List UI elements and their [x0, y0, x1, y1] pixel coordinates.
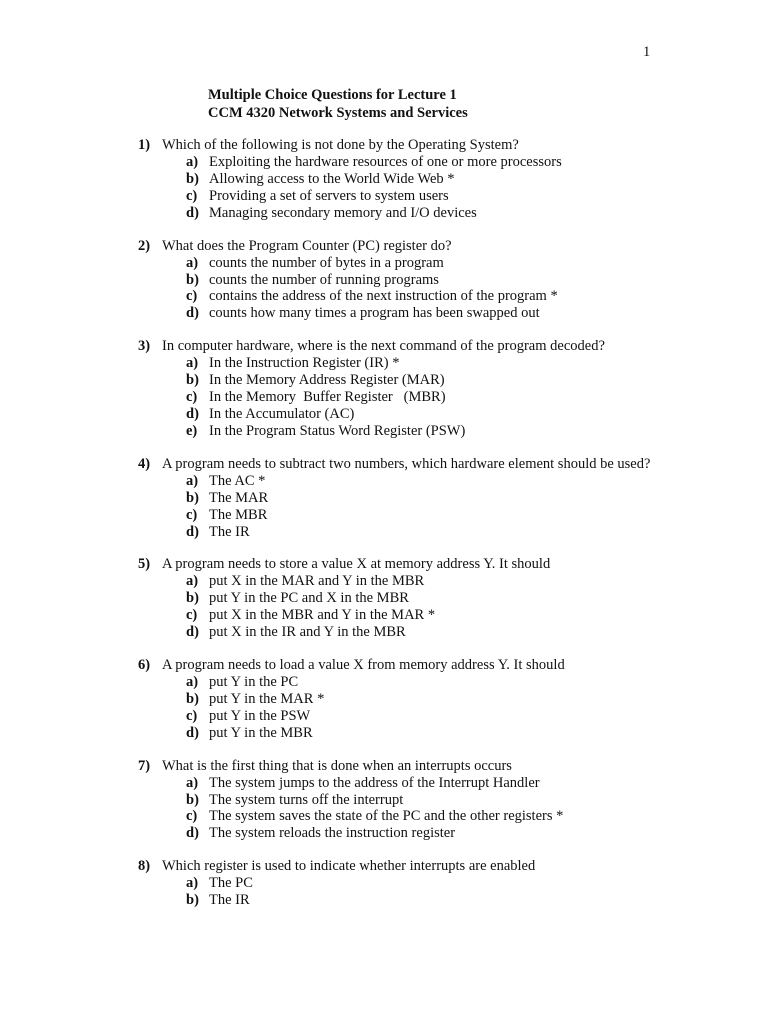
option-text: put Y in the PC — [209, 674, 299, 691]
question-row — [138, 238, 658, 255]
option-list — [138, 154, 658, 222]
option-text: The PC — [209, 875, 253, 892]
question-text: What does the Program Counter (PC) register do? — [162, 237, 452, 254]
option-letter: b) — [186, 892, 199, 909]
option-letter: a) — [186, 472, 199, 489]
question-item — [138, 137, 658, 222]
option-list — [138, 573, 658, 641]
option-letter: a) — [186, 154, 199, 170]
answer-option — [186, 188, 658, 205]
answer-option — [186, 372, 658, 389]
option-letter: d) — [186, 825, 199, 842]
question-row — [138, 338, 658, 355]
option-letter: c) — [186, 187, 198, 204]
question-row — [138, 758, 658, 775]
option-letter: c) — [186, 707, 198, 724]
option-letter: c) — [186, 506, 198, 523]
answer-option — [186, 507, 658, 524]
answer-option — [186, 305, 658, 322]
option-text: put Y in the MBR — [209, 724, 313, 741]
option-letter: a) — [186, 573, 199, 590]
option-text: counts how many times a program has been swapped out — [209, 305, 540, 322]
question-number: 3) — [138, 338, 151, 355]
question-number: 8) — [138, 858, 151, 875]
option-letter: d) — [186, 724, 199, 741]
option-text: In the Accumulator (AC) — [209, 405, 355, 422]
option-letter: b) — [186, 791, 199, 808]
answer-option — [186, 205, 658, 222]
option-text: put X in the IR and Y in the MBR — [209, 624, 406, 641]
option-text: The system saves the state of the PC and the other registers * — [209, 808, 564, 825]
answer-option — [186, 808, 658, 825]
answer-option — [186, 708, 658, 725]
question-item — [138, 238, 658, 323]
document-header — [208, 86, 468, 122]
answer-option — [186, 389, 658, 406]
question-text: What is the first thing that is done when an interrupts occurs — [162, 757, 512, 774]
option-text: counts the number of running programs — [209, 271, 439, 288]
answer-option — [186, 674, 658, 691]
option-list — [138, 473, 658, 541]
option-letter: d) — [186, 523, 199, 540]
option-text: In the Program Status Word Register (PSW) — [209, 422, 466, 439]
option-text: The system turns off the interrupt — [209, 791, 404, 808]
question-text: A program needs to load a value X from memory address Y. It should — [162, 657, 565, 674]
option-text: Exploiting the hardware resources of one or more processors — [209, 154, 562, 170]
option-letter: a) — [186, 355, 199, 372]
option-text: put X in the MAR and Y in the MBR — [209, 573, 425, 590]
question-list — [138, 137, 658, 925]
option-text: put X in the MBR and Y in the MAR * — [209, 607, 436, 624]
option-letter: d) — [186, 204, 199, 221]
page-number: 1 — [643, 44, 651, 60]
question-item — [138, 556, 658, 641]
option-letter: b) — [186, 690, 199, 707]
option-text: The AC * — [209, 472, 266, 489]
header-course: CCM 4320 Network Systems and Services — [208, 105, 468, 121]
option-letter: c) — [186, 808, 198, 825]
question-row — [138, 556, 658, 573]
answer-option — [186, 406, 658, 423]
option-letter: a) — [186, 774, 199, 791]
option-text: The IR — [209, 892, 250, 909]
answer-option — [186, 892, 658, 909]
answer-option — [186, 875, 658, 892]
option-text: In the Memory Address Register (MAR) — [209, 372, 445, 389]
option-text: The IR — [209, 523, 250, 540]
option-letter: d) — [186, 624, 199, 641]
question-item — [138, 456, 658, 541]
question-item — [138, 858, 658, 909]
answer-option — [186, 255, 658, 272]
answer-option — [186, 272, 658, 289]
question-number: 7) — [138, 757, 151, 774]
question-text: A program needs to subtract two numbers, which hardware element should be used? — [162, 455, 651, 472]
option-letter: b) — [186, 372, 199, 389]
option-list — [138, 255, 658, 323]
option-text: put Y in the PSW — [209, 707, 311, 724]
question-row — [138, 858, 658, 875]
question-row — [138, 456, 658, 473]
question-number: 6) — [138, 657, 151, 674]
question-number: 5) — [138, 556, 151, 573]
question-text: Which register is used to indicate whether interrupts are enabled — [162, 858, 536, 875]
option-text: The system reloads the instruction register — [209, 825, 456, 842]
option-text: Providing a set of servers to system users — [209, 187, 449, 204]
answer-option — [186, 590, 658, 607]
option-list — [138, 674, 658, 742]
option-text: contains the address of the next instruction of the program * — [209, 288, 558, 305]
answer-option — [186, 423, 658, 440]
header-title: Multiple Choice Questions for Lecture 1 — [208, 87, 457, 103]
answer-option — [186, 524, 658, 541]
answer-option — [186, 171, 658, 188]
option-text: In the Memory Buffer Register (MBR) — [209, 389, 446, 406]
option-list — [138, 775, 658, 843]
option-text: In the Instruction Register (IR) * — [209, 355, 400, 372]
question-number: 1) — [138, 137, 151, 153]
option-text: The MAR — [209, 489, 269, 506]
option-letter: a) — [186, 674, 199, 691]
option-letter: c) — [186, 389, 198, 406]
option-letter: d) — [186, 305, 199, 322]
option-list — [138, 875, 658, 909]
option-list — [138, 355, 658, 440]
question-text: A program needs to store a value X at memory address Y. It should — [162, 556, 551, 573]
answer-option — [186, 725, 658, 742]
option-letter: d) — [186, 405, 199, 422]
question-text: Which of the following is not done by the Operating System? — [162, 137, 519, 153]
option-letter: b) — [186, 271, 199, 288]
answer-option — [186, 775, 658, 792]
option-text: put Y in the PC and X in the MBR — [209, 590, 409, 607]
answer-option — [186, 607, 658, 624]
option-text: The MBR — [209, 506, 268, 523]
question-row — [138, 137, 658, 154]
option-letter: b) — [186, 590, 199, 607]
question-item — [138, 338, 658, 440]
option-text: counts the number of bytes in a program — [209, 254, 444, 271]
option-text: Managing secondary memory and I/O devices — [209, 204, 477, 221]
question-number: 2) — [138, 237, 151, 254]
option-text: put Y in the MAR * — [209, 690, 325, 707]
question-item — [138, 758, 658, 843]
answer-option — [186, 355, 658, 372]
option-letter: a) — [186, 875, 199, 892]
option-letter: b) — [186, 170, 199, 187]
question-row — [138, 657, 658, 674]
option-text: Allowing access to the World Wide Web * — [209, 170, 455, 187]
option-letter: c) — [186, 288, 198, 305]
option-text: The system jumps to the address of the Interrupt Handler — [209, 774, 540, 791]
answer-option — [186, 573, 658, 590]
option-letter: b) — [186, 489, 199, 506]
answer-option — [186, 490, 658, 507]
answer-option — [186, 825, 658, 842]
question-item — [138, 657, 658, 742]
question-number: 4) — [138, 455, 151, 472]
answer-option — [186, 624, 658, 641]
answer-option — [186, 473, 658, 490]
answer-option — [186, 154, 658, 171]
option-letter: a) — [186, 254, 199, 271]
answer-option — [186, 792, 658, 809]
question-text: In computer hardware, where is the next command of the program decoded? — [162, 338, 605, 355]
answer-option — [186, 691, 658, 708]
option-letter: c) — [186, 607, 198, 624]
answer-option — [186, 288, 658, 305]
option-letter: e) — [186, 422, 198, 439]
